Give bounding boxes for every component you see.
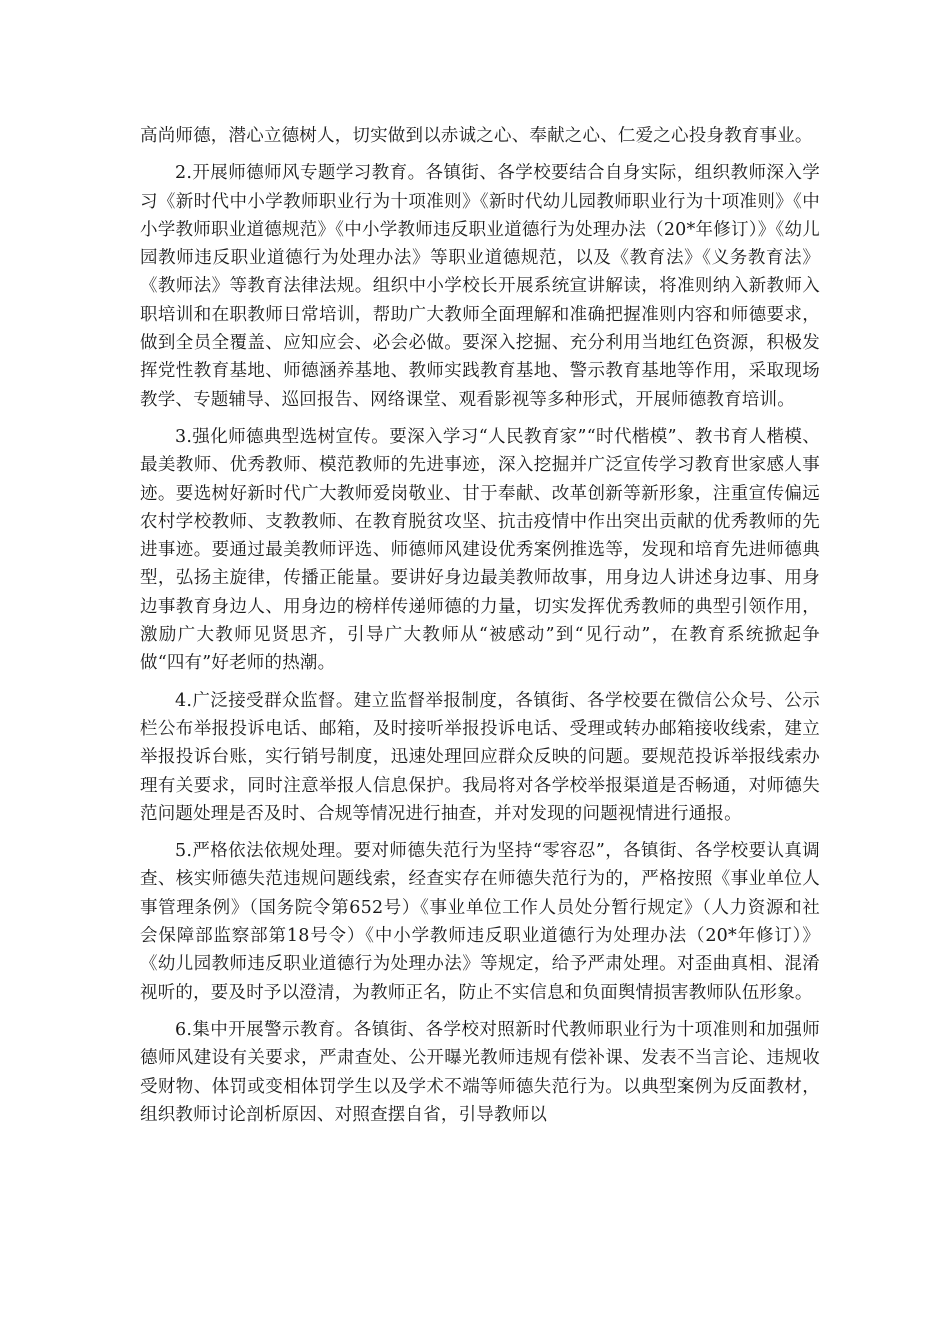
document-page [140,122,820,1138]
paragraph-item-2: 2.开展师德师风专题学习教育。各镇街、各学校要结合自身实际，组织教师深入学习《新时代中小学教师职业行为十项准则》《新时代幼儿园教师职业行为十项准则》《中小学教师职业道德规范》《中小学教师违反职业道德行为处理办法（20*年修订）》《幼儿园教师违反职业道德行为处理办法》等职业道德规范，以及《教育法》《义务教育法》《教师法》等教育法律法规。组织中小学校长开展系统宣讲解读，将准则纳入新教师入职培训和在职教师日常培训，帮助广大教师全面理解和准确把握准则内容和师德要求，做到全员全覆盖、应知应会、必会必做。要深入挖掘、充分利用当地红色资源，积极发挥党性教育基地、师德涵养基地、教师实践教育基地、警示教育基地等作用，采取现场教学、专题辅导、巡回报告、网络课堂、观看影视等多种形式，开展师德教育培训。 [140,163,820,410]
paragraph-item-5: 5.严格依法依规处理。要对师德失范行为坚持“零容忍”，各镇街、各学校要认真调查、核实师德失范违规问题线索，经查实存在师德失范行为的，严格按照《事业单位人事管理条例》（国务院令第652号）《事业单位工作人员处分暂行规定》（人力资源和社会保障部监察部第18号令）《中小学教师违反职业道德行为处理办法（20*年修订）》《幼儿园教师违反职业道德行为处理办法》等规定，给予严肃处理。对歪曲真相、混淆视听的，要及时予以澄清，为教师正名，防止不实信息和负面舆情损害教师队伍形象。 [140,841,820,1003]
paragraph-item-3: 3.强化师德典型选树宣传。要深入学习“人民教育家”“时代楷模”、教书育人楷模、最美教师、优秀教师、模范教师的先进事迹，深入挖掘并广泛宣传学习教育世家感人事迹。要选树好新时代广大教师爱岗敬业、甘于奉献、改革创新等新形象，注重宣传偏远农村学校教师、支教教师、在教育脱贫攻坚、抗击疫情中作出突出贡献的优秀教师的先进事迹。要通过最美教师评选、师德师风建设优秀案例推选等，发现和培育先进师德典型，弘扬主旋律，传播正能量。要讲好身边最美教师故事，用身边人讲述身边事、用身边事教育身边人、用身边的榜样传递师德的力量，切实发挥优秀教师的典型引领作用，激励广大教师见贤思齐，引导广大教师从“被感动”到“见行动”，在教育系统掀起争做“四有”好老师的热潮。 [140,426,820,674]
paragraph-item-6: 6.集中开展警示教育。各镇街、各学校对照新时代教师职业行为十项准则和加强师德师风建设有关要求，严肃查处、公开曝光教师违规有偿补课、发表不当言论、违规收受财物、体罚或变相体罚学生以及学术不端等师德失范行为。以典型案例为反面教材，组织教师讨论剖析原因、对照查摆自省，引导教师以 [140,1019,820,1125]
paragraph-item-4: 4.广泛接受群众监督。建立监督举报制度，各镇街、各学校要在微信公众号、公示栏公布举报投诉电话、邮箱，及时接听举报投诉电话、受理或转办邮箱接收线索，建立举报投诉台账，实行销号制度，迅速处理回应群众反映的问题。要规范投诉举报线索办理有关要求，同时注意举报人信息保护。我局将对各学校举报渠道是否畅通，对师德失范问题处理是否及时、合规等情况进行抽查，并对发现的问题视情进行通报。 [140,690,820,824]
paragraph-continuation: 高尚师德，潜心立德树人，切实做到以赤诚之心、奉献之心、仁爱之心投身教育事业。 [140,126,813,146]
